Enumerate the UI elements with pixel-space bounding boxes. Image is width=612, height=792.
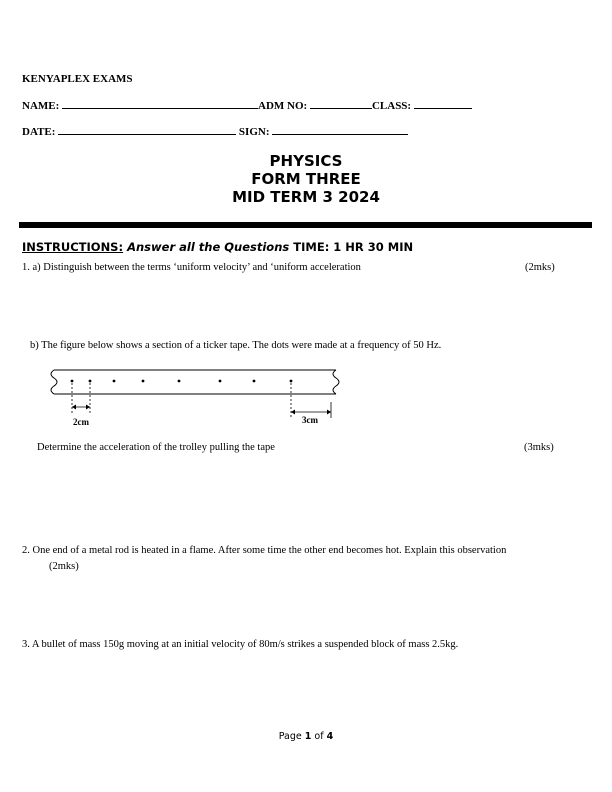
page-footer [0,731,612,742]
term-title: MID TERM 3 2024 [232,188,380,206]
tape-dot [113,380,116,383]
form-title: FORM THREE [251,170,361,188]
subject-title: PHYSICS [269,152,343,170]
instructions-text: Answer all the Questions [127,240,290,254]
ticker-tape-figure [40,362,350,432]
measure-left-arrowhead-b [86,405,90,410]
tape-left-tear [51,370,57,394]
date-field[interactable] [58,125,236,135]
sign-field[interactable] [272,125,408,135]
tape-dot [290,380,293,383]
question-1b-task: Determine the acceleration of the trolley pulling the tape [37,442,275,453]
tape-right-tear [333,370,339,394]
footer-prefix: Page [278,731,302,742]
question-2: 2. One end of a metal rod is heated in a flame. After some time the other end becomes hot. Explain this observation [22,545,507,556]
adm-field[interactable] [310,99,372,109]
measure-right-label: 3cm [302,415,318,425]
class-label: CLASS: [371,100,412,112]
class-field[interactable] [414,99,472,109]
measure-left-arrowhead-a [72,405,76,410]
question-1a: 1. a) Distinguish between the terms ‘uniform velocity’ and ‘uniform acceleration [22,262,361,273]
date-sign-row [22,125,408,138]
instructions-line [22,240,413,254]
measure-right-arrowhead-a [291,410,295,415]
tape-dot [142,380,145,383]
instructions-time: TIME: 1 HR 30 MIN [293,240,414,254]
question-1b-marks: (3mks) [524,442,554,453]
school-name: KENYAPLEX EXAMS [22,73,133,85]
question-2-marks: (2mks) [49,561,79,572]
name-field[interactable] [62,99,258,109]
adm-label: ADM NO: [258,100,308,112]
tape-dot [178,380,181,383]
tape-dot [89,380,92,383]
instructions-label: INSTRUCTIONS: [22,240,124,254]
header-divider [19,222,592,228]
question-1a-marks: (2mks) [525,262,555,273]
name-adm-class-row [22,99,472,112]
footer-total-pages: 4 [326,731,334,742]
footer-of: of [314,731,324,742]
name-label: NAME: [22,100,60,112]
measure-right-arrowhead-b [327,410,331,415]
question-1b: b) The figure below shows a section of a ticker tape. The dots were made at a frequency of 50 Hz. [30,340,442,351]
sign-label: SIGN: [238,126,270,138]
tape-dot [219,380,222,383]
question-3: 3. A bullet of mass 150g moving at an initial velocity of 80m/s strikes a suspended block of mass 2.5kg. [22,639,459,650]
date-label: DATE: [22,126,56,138]
tape-dot [71,380,74,383]
measure-left-label: 2cm [73,417,89,427]
tape-dot [253,380,256,383]
footer-current-page: 1 [304,731,312,742]
